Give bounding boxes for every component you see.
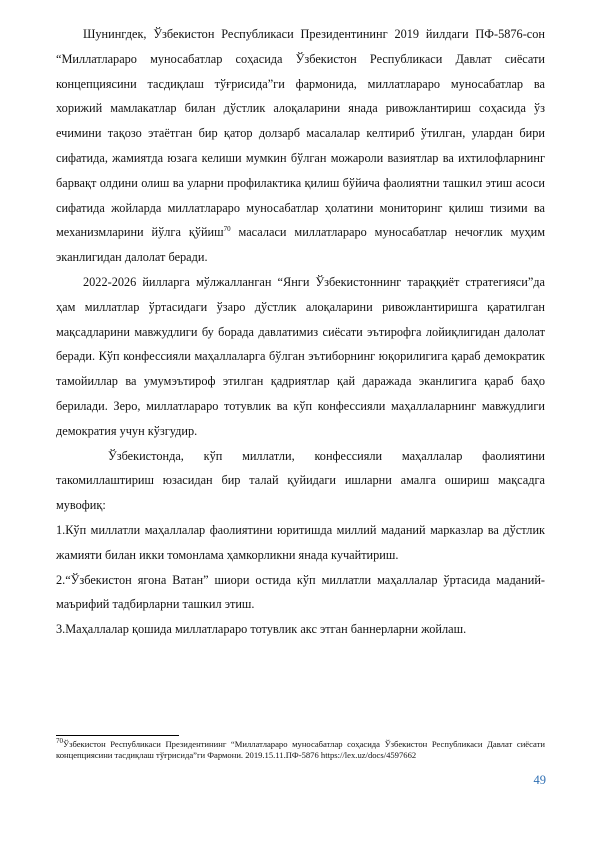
paragraph-1 [56, 22, 545, 270]
page-number: 49 [533, 773, 546, 787]
paragraph-2: 2022-2026 йилларга мўлжалланган “Янги Ўзбекистоннинг тараққиёт стратегияси”да ҳам миллатлар ўртасидаги ўзаро дўстлик алоқаларини ривожлантиришга қаратилган мақсадларини мавжудлиги бу борада давлатимиз сиёсати эътирофга лойиқлигидан далолат беради. Кўп конфессияли маҳаллаларга бўлган эътиборнинг юқорилигига қараб демократик тамойиллар ва умумэътироф этилган қадриятлар қай даражада эканлигига қараб баҳо берилади. Зеро, миллатлараро тотувлик ва кўп конфессияли маҳаллаларнинг мавжудлиги демократия учун кўзгудир. [56, 274, 545, 438]
footnote [56, 739, 545, 761]
list-item-2: 2.“Ўзбекистон ягона Ватан” шиори остида кўп миллатли маҳаллалар ўртасида маданий-маърифий тадбирларни ташкил этиш. [56, 572, 545, 612]
list-item-3: 3.Маҳаллалар қошида миллатлараро тотувлик акс этган баннерларни жойлаш. [56, 622, 467, 637]
footnote-divider [56, 735, 179, 736]
paragraph-1-text: Шунингдек, Ўзбекистон Республикаси Президентининг 2019 йилдаги ПФ-5876-сон “Миллатлараро муносабатлар соҳасида Ўзбекистон Республикаси Давлат сиёсати концепциясини тасдиқлаш тўғрисида”ги фармонида, миллатлараро муносабатлар ва хорижий мамлакатлар билан дўстлик алоқаларини янада ривожлантириш соҳасида ўз ечимини тақозо этаётган бир қатор долзарб масалалар келтириб ўтилган, улардан бири сифатида, жамиятда юзага келиши мумкин бўлган можароли вазиятлар ва ихтилофларнинг барвақт олдини олиш ва уларни профилактика қилиш бўйича фаолиятни ташкил этиш асоси сифатида жойларда миллатлараро муносабатлар ҳолатини мониторинг қилиш тизими ва механизмларини йўлга қўйиш [56, 27, 545, 240]
list-item-1: 1.Кўп миллатли маҳаллалар фаолиятини юритишда миллий маданий марказлар ва дўстлик жамияти билан икки томонлама ҳамкорликни янада кучайтириш. [56, 522, 545, 562]
footnote-reference[interactable]: 70 [223, 225, 231, 234]
paragraph-1-tail: масаласи миллатлараро муносабатлар нечоғлик муҳим эканлигидан далолат беради. [56, 225, 546, 265]
document-body [56, 22, 545, 642]
footnote-text: Ўзбекистон Республикаси Президентининг “Миллатлараро муносабатлар соҳасида Ўзбекистон Республикаси Давлат сиёсати концепциясини тасдиқлаш тўғрисида”ги Фармони. 2019.15.11.ПФ-5876 https://lex.uz/docs/4597662 [56, 739, 545, 761]
footnote-mark: 70 [56, 737, 63, 746]
paragraph-3: Ўзбекистонда, кўп миллатли, конфессияли маҳаллалар фаолиятини такомиллаштириш юзасидан бир талай қуйидаги ишларни амалга ошириш мақсадга мувофиқ: [56, 448, 545, 513]
